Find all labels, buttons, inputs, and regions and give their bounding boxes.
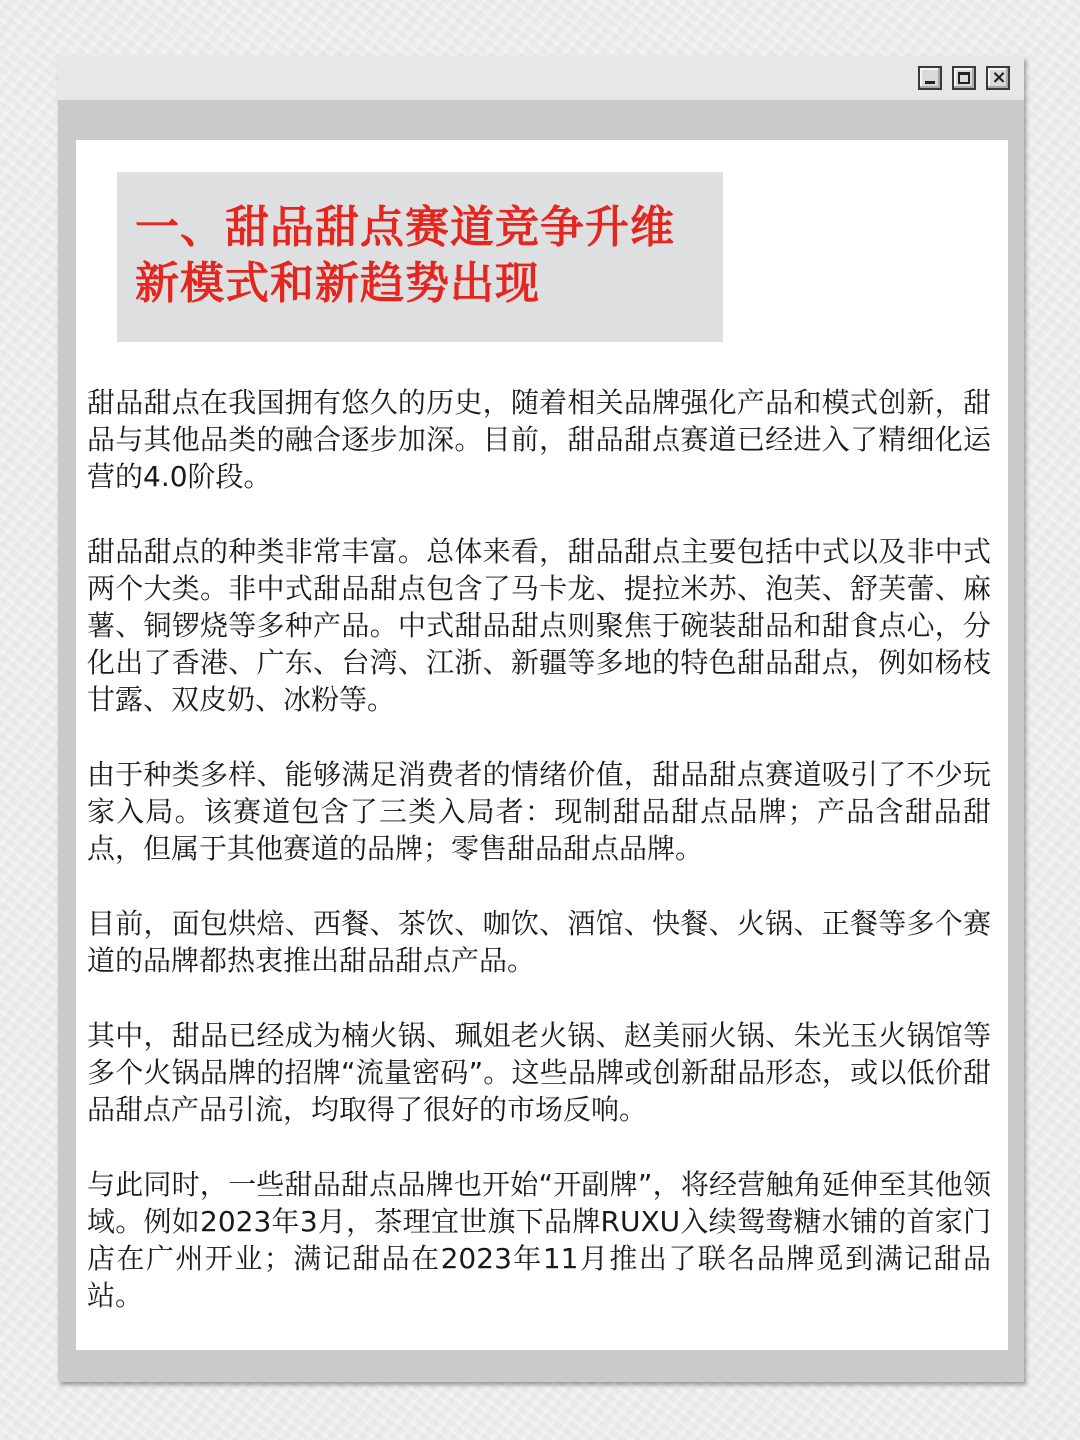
paragraph-6: 与此同时，一些甜品甜点品牌也开始“开副牌”，将经营触角延伸至其他领域。例如2023年3月，茶理宜世旗下品牌RUXU入续鸳鸯糖水铺的首家门店在广州开业；满记甜品在2023年11月推出了联名品牌觅到满记甜品站。 (87, 1168, 991, 1312)
paragraph-3: 由于种类多样、能够满足消费者的情绪价值，甜品甜点赛道吸引了不少玩家入局。该赛道包含了三类入局者：现制甜品甜点品牌；产品含甜品甜点，但属于其他赛道的品牌；零售甜品甜点品牌。 (87, 758, 991, 865)
paragraph-5: 其中，甜品已经成为楠火锅、珮姐老火锅、赵美丽火锅、朱光玉火锅馆等多个火锅品牌的招牌“流量密码”。这些品牌或创新甜品形态，或以低价甜品甜点产品引流，均取得了很好的市场反响。 (87, 1019, 991, 1126)
maximize-icon (958, 72, 970, 84)
paragraph-4: 目前，面包烘焙、西餐、茶饮、咖饮、酒馆、快餐、火锅、正餐等多个赛道的品牌都热衷推出甜品甜点产品。 (87, 907, 991, 977)
minimize-button[interactable] (918, 66, 942, 90)
article-body (87, 384, 991, 1352)
window-titlebar (58, 56, 1024, 100)
title-box (117, 172, 723, 342)
content-panel (76, 140, 1008, 1350)
paragraph-1: 甜品甜点在我国拥有悠久的历史，随着相关品牌强化产品和模式创新，甜品与其他品类的融合逐步加深。目前，甜品甜点赛道已经进入了精细化运营的4.0阶段。 (87, 386, 991, 493)
maximize-button[interactable] (952, 66, 976, 90)
page-title-line-1: 一、甜品甜点赛道竞争升维 (135, 202, 675, 253)
close-icon: × (991, 67, 1007, 88)
app-window (58, 56, 1024, 1382)
paragraph-2: 甜品甜点的种类非常丰富。总体来看，甜品甜点主要包括中式以及非中式两个大类。非中式甜品甜点包含了马卡龙、提拉米苏、泡芙、舒芙蕾、麻薯、铜锣烧等多种产品。中式甜品甜点则聚焦于碗装甜品和甜食点心，分化出了香港、广东、台湾、江浙、新疆等多地的特色甜品甜点，例如杨枝甘露、双皮奶、冰粉等。 (87, 535, 991, 716)
page-title-line-2: 新模式和新趋势出现 (135, 258, 540, 309)
close-button[interactable] (986, 66, 1010, 90)
minimize-icon (925, 81, 935, 84)
